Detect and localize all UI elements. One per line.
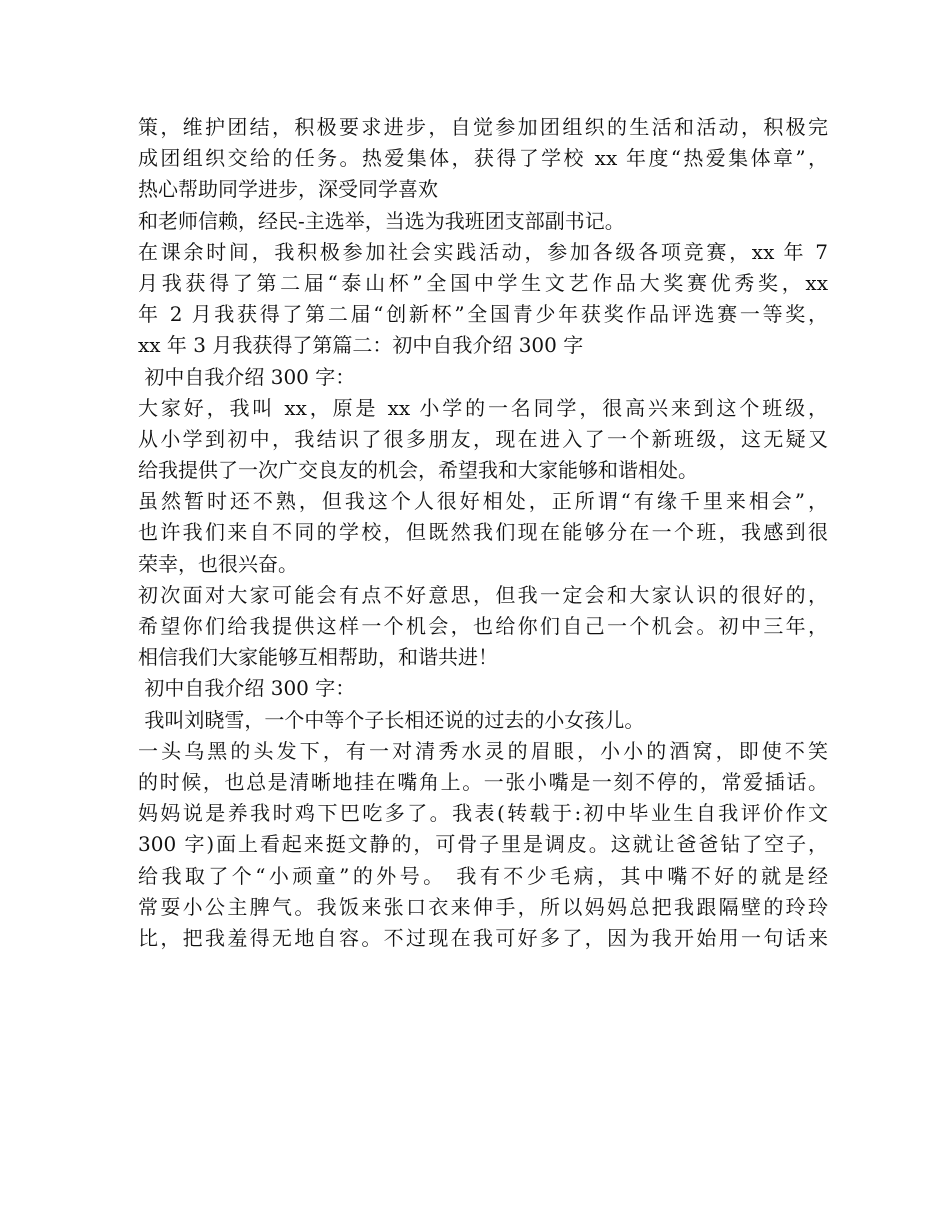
text-line: 大家好，我叫 xx，原是 xx 小学的一名同学，很高兴来到这个班级， bbox=[138, 395, 828, 420]
text-line: 一头乌黑的头发下，有一对清秀水灵的眉眼，小小的酒窝，即使不笑 bbox=[138, 738, 828, 763]
text-line: 的时候，也总是清晰地挂在嘴角上。一张小嘴是一刻不停的，常爱插话。 bbox=[138, 769, 828, 794]
text-line: xx 年 3 月我获得了第篇二：初中自我介绍 300 字 bbox=[138, 333, 584, 358]
text-line: 我叫刘晓雪，一个中等个子长相还说的过去的小女孩儿。 bbox=[138, 707, 645, 732]
text-line: 300 字)面上看起来挺文静的，可骨子里是调皮。这就让爸爸钻了空子， bbox=[138, 832, 828, 857]
text-line: 成团组织交给的任务。热爱集体，获得了学校 xx 年度“热爱集体章”， bbox=[138, 146, 828, 171]
text-line: 策，维护团结，积极要求进步，自觉参加团组织的生活和活动，积极完 bbox=[138, 115, 828, 139]
text-line: 年 2 月我获得了第二届“创新杯”全国青少年获奖作品评选赛一等奖， bbox=[138, 302, 828, 327]
text-line: 荣幸，也很兴奋。 bbox=[138, 551, 298, 576]
text-line: 虽然暂时还不熟，但我这个人很好相处，正所谓“有缘千里来相会”， bbox=[138, 489, 828, 514]
text-line: 在课余时间，我积极参加社会实践活动，参加各级各项竞赛，xx 年 7 bbox=[138, 239, 828, 264]
text-line: 妈妈说是养我时鸡下巴吃多了。我表(转载于:初中毕业生自我评价作文 bbox=[138, 801, 828, 826]
text-line: 和老师信赖，经民-主选举，当选为我班团支部副书记。 bbox=[138, 208, 625, 233]
text-line: 给我取了个“小顽童”的外号。 我有不少毛病，其中嘴不好的就是经 bbox=[138, 863, 828, 888]
text-line: 给我提供了一次广交良友的机会，希望我和大家能够和谐相处。 bbox=[138, 458, 698, 483]
text-line: 初次面对大家可能会有点不好意思，但我一定会和大家认识的很好的， bbox=[138, 582, 828, 607]
text-line: 热心帮助同学进步，深受同学喜欢 bbox=[138, 177, 438, 202]
text-line: 常耍小公主脾气。我饭来张口衣来伸手，所以妈妈总把我跟隔壁的玲玲 bbox=[138, 894, 828, 919]
document-body bbox=[138, 112, 828, 954]
text-line: 初中自我介绍 300 字： bbox=[138, 676, 356, 701]
text-line: 从小学到初中，我结识了很多朋友，现在进入了一个新班级，这无疑又 bbox=[138, 426, 828, 451]
text-line: 相信我们大家能够互相帮助，和谐共进！ bbox=[138, 645, 498, 670]
text-line: 比，把我羞得无地自容。不过现在我可好多了，因为我开始用一句话来 bbox=[138, 925, 828, 950]
text-line: 月我获得了第二届“泰山杯”全国中学生文艺作品大奖赛优秀奖，xx bbox=[138, 270, 828, 295]
text-line: 也许我们来自不同的学校，但既然我们现在能够分在一个班，我感到很 bbox=[138, 520, 828, 545]
text-line: 希望你们给我提供这样一个机会，也给你们自己一个机会。初中三年， bbox=[138, 614, 828, 638]
text-line: 初中自我介绍 300 字： bbox=[138, 364, 356, 389]
